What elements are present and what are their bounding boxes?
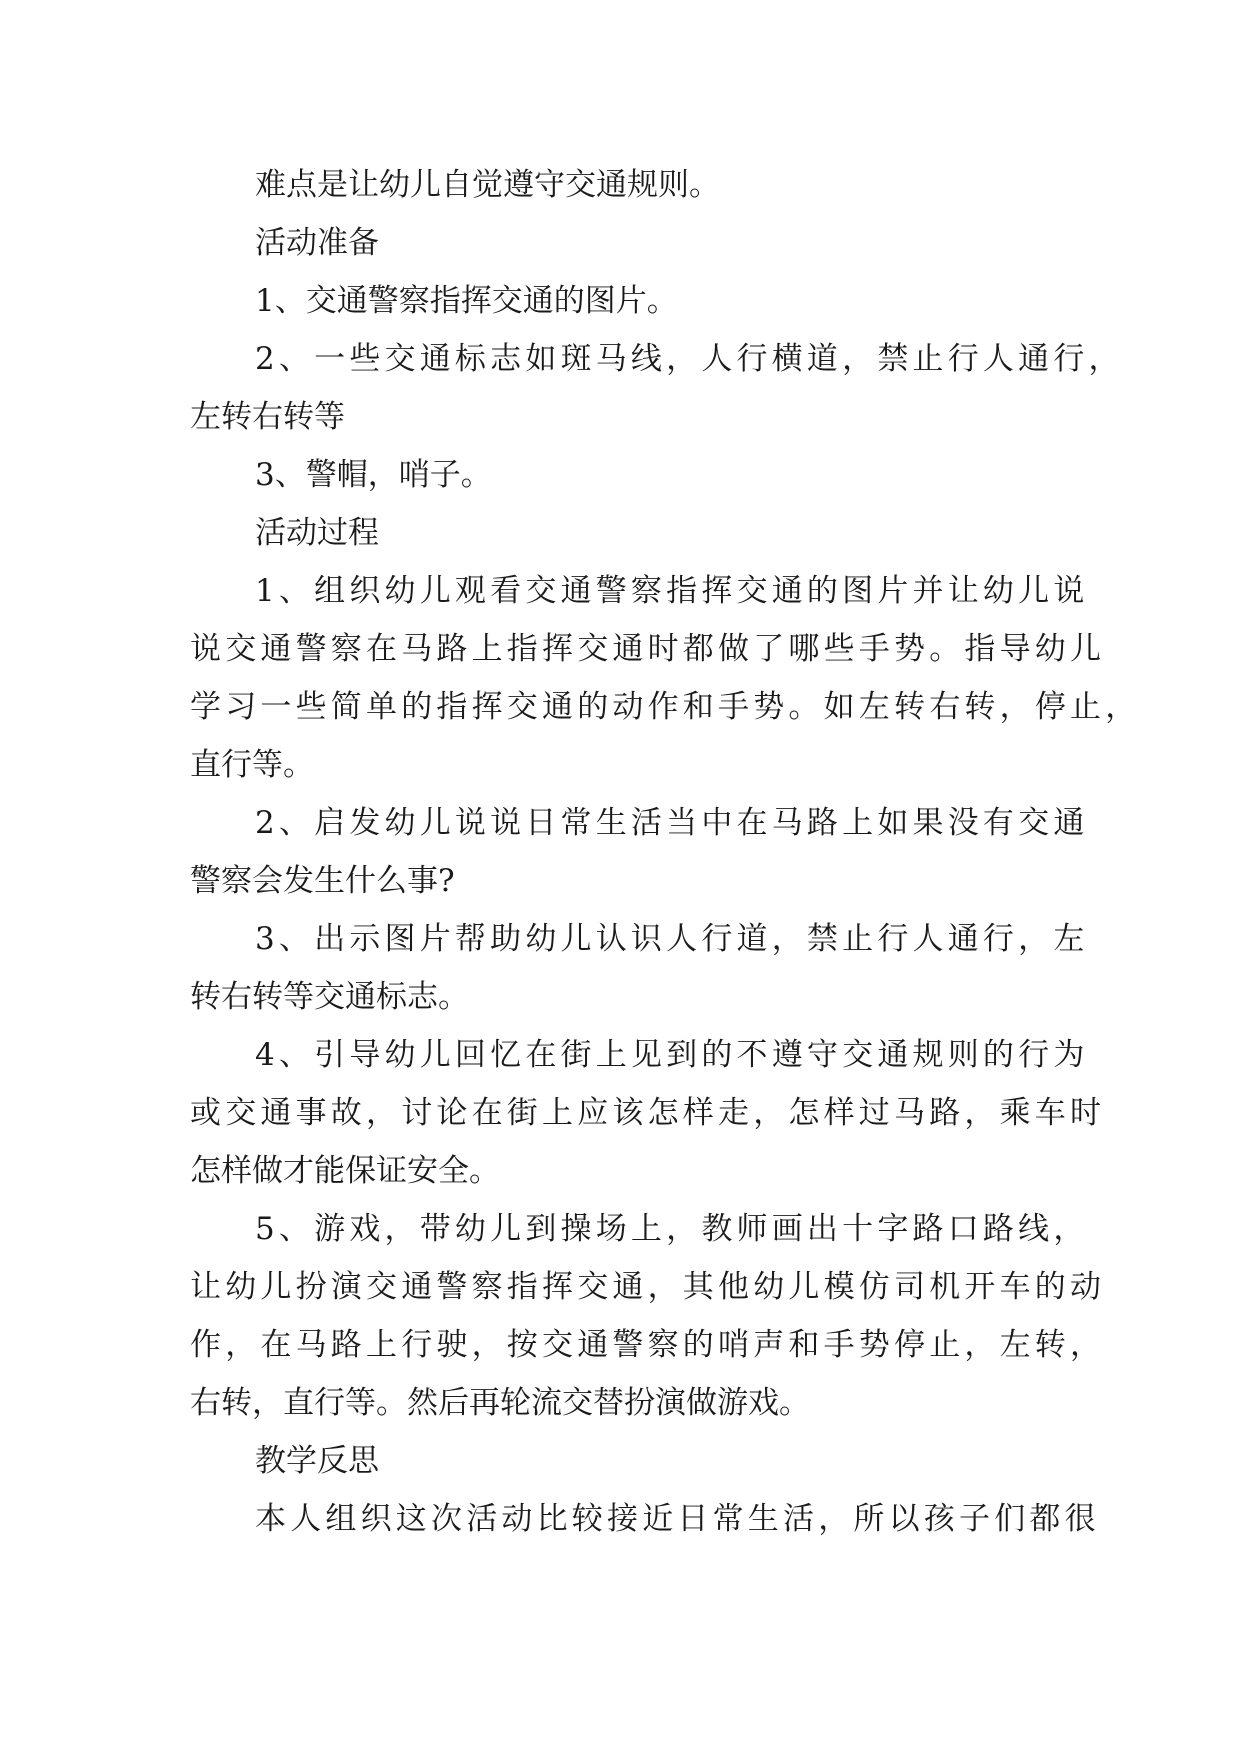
reflection-line-1: 本人组织这次活动比较接近日常生活，所以孩子们都很 [255, 1501, 1100, 1537]
process-item-3-line-1: 3、出示图片帮助幼儿认识人行道，禁止行人通行，左 [255, 921, 1089, 957]
process-item-5-line-3: 作，在马路上行驶，按交通警察的哨声和手势停止，左转， [190, 1327, 1106, 1363]
process-item-1-line-3: 学习一些简单的指挥交通的动作和手势。如左转右转，停止， [190, 689, 1141, 725]
prep-item-1: 1、交通警察指挥交通的图片。 [255, 283, 678, 319]
prep-item-2-line-2: 左转右转等 [190, 399, 345, 435]
process-item-5-line-1: 5、游戏，带幼儿到操场上，教师画出十字路口路线， [255, 1211, 1089, 1247]
heading-activity-process: 活动过程 [255, 515, 379, 551]
process-item-1-line-4: 直行等。 [190, 747, 314, 783]
process-item-2-line-1: 2、启发幼儿说说日常生活当中在马路上如果没有交通 [255, 805, 1089, 841]
process-item-4-line-2: 或交通事故，讨论在街上应该怎样走，怎样过马路，乘车时 [190, 1095, 1106, 1131]
prep-item-3: 3、警帽，哨子。 [255, 457, 492, 493]
process-item-1-line-1: 1、组织幼儿观看交通警察指挥交通的图片并让幼儿说 [255, 573, 1089, 609]
process-item-4-line-3: 怎样做才能保证安全。 [190, 1153, 500, 1189]
heading-activity-preparation: 活动准备 [255, 225, 379, 261]
process-item-2-line-2: 警察会发生什么事? [190, 863, 455, 899]
heading-teaching-reflection: 教学反思 [255, 1443, 379, 1479]
process-item-5-line-2: 让幼儿扮演交通警察指挥交通，其他幼儿模仿司机开车的动 [190, 1269, 1106, 1305]
process-item-3-line-2: 转右转等交通标志。 [190, 979, 469, 1015]
process-item-5-line-4: 右转，直行等。然后再轮流交替扮演做游戏。 [190, 1385, 810, 1421]
paragraph-difficulty: 难点是让幼儿自觉遵守交通规则。 [255, 167, 720, 203]
process-item-1-line-2: 说交通警察在马路上指挥交通时都做了哪些手势。指导幼儿 [190, 631, 1106, 667]
prep-item-2-line-1: 2、一些交通标志如斑马线，人行横道，禁止行人通行， [255, 341, 1124, 377]
process-item-4-line-1: 4、引导幼儿回忆在街上见到的不遵守交通规则的行为 [255, 1037, 1089, 1073]
